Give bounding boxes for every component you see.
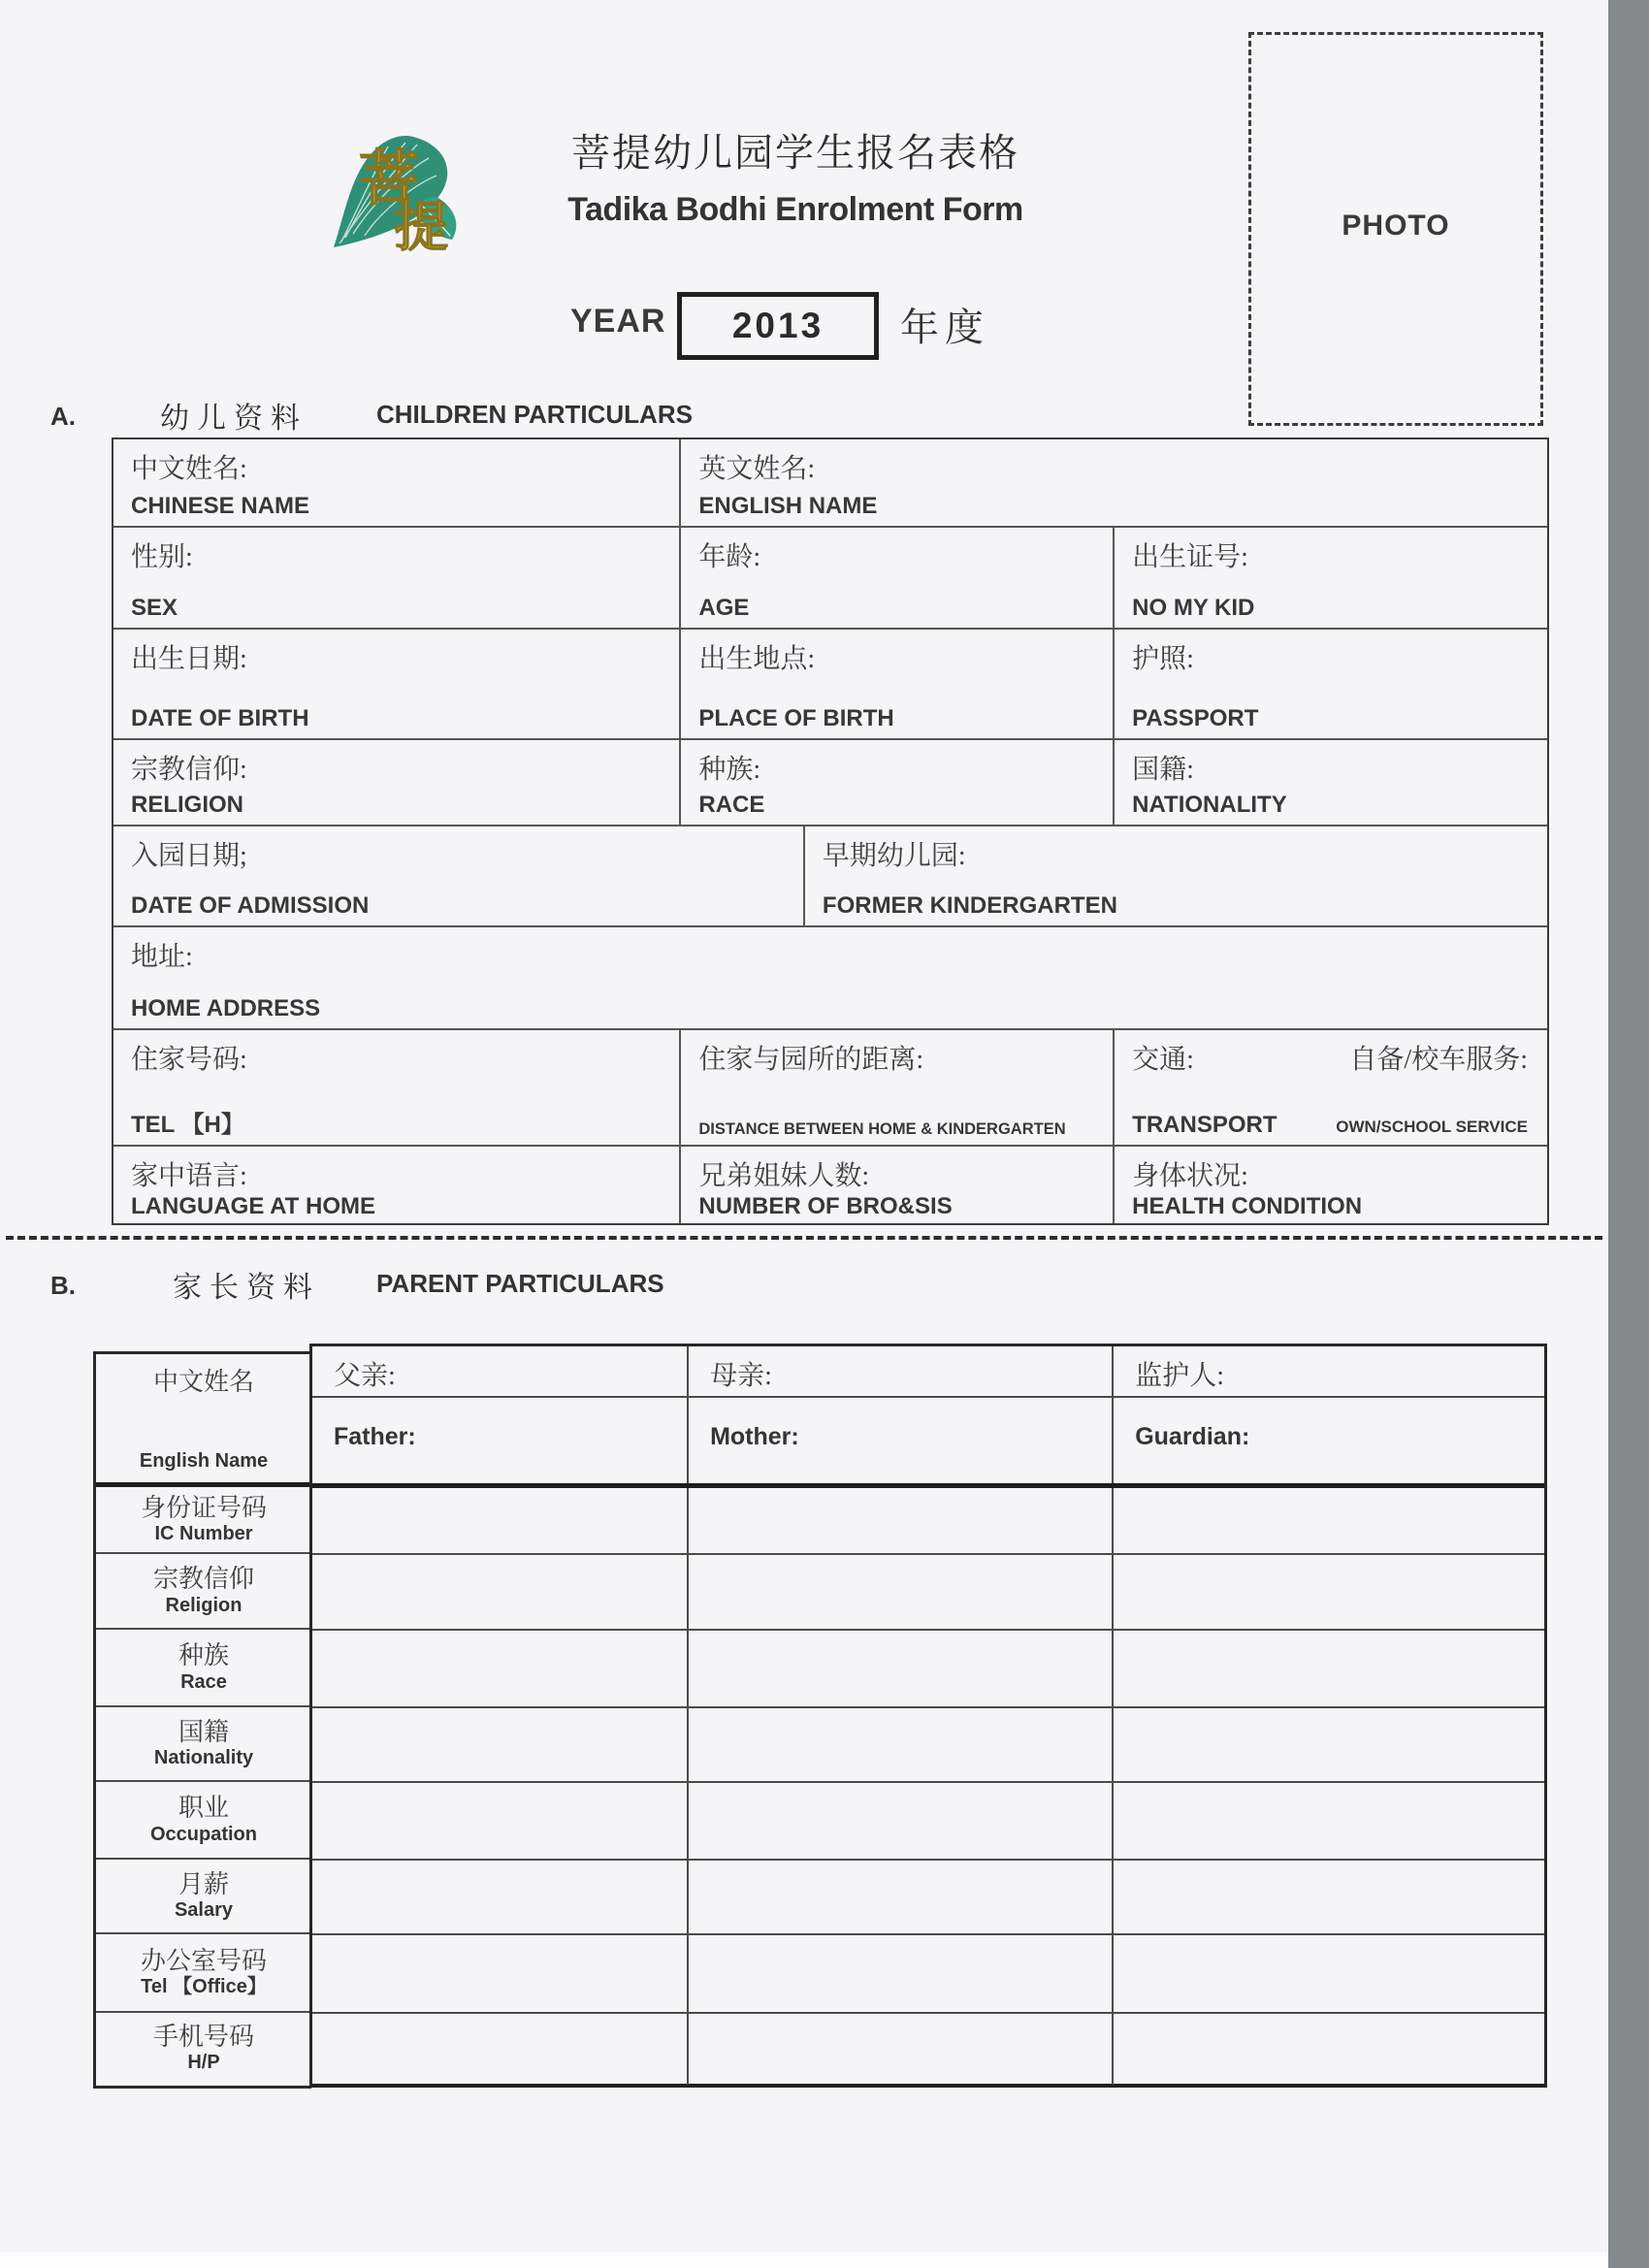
form-cell-empty — [312, 1861, 687, 1933]
logo-char-bottom: 提 — [394, 198, 448, 253]
field-religion: 宗教信仰: RELIGION — [131, 755, 247, 818]
form-cell-empty — [1112, 1555, 1544, 1629]
father-label-chinese: 父亲: — [334, 1361, 396, 1391]
header-race: 种族 Race — [96, 1628, 311, 1705]
form-cell-empty — [312, 1555, 687, 1629]
form-cell-empty — [312, 1488, 687, 1553]
field-former-kindergarten: 早期幼儿园: FORMER KINDERGARTEN — [803, 826, 1547, 925]
table-row — [113, 738, 1547, 825]
logo-char-top: 菩 — [359, 146, 420, 212]
form-cell-empty — [1112, 1861, 1544, 1933]
mother-label-chinese: 母亲: — [687, 1346, 1112, 1396]
form-title-english: Tadika Bodhi Enrolment Form — [567, 191, 1023, 228]
salary-row — [312, 1859, 1544, 1933]
year-value-box — [677, 292, 879, 360]
table-row — [113, 439, 1547, 526]
form-cell-empty — [687, 1631, 1112, 1706]
field-number-of-siblings: 兄弟姐妹人数: NUMBER OF BRO&SIS — [679, 1147, 1113, 1223]
form-cell-empty — [687, 1935, 1112, 2012]
guardian-label-chinese: 监护人: — [1112, 1346, 1544, 1396]
field-birth-cert-no: 出生证号: NO MY KID — [1113, 528, 1547, 628]
form-cell-empty — [312, 1783, 687, 1859]
header-ic-number: 身份证号码 IC Number — [96, 1482, 311, 1552]
field-place-of-birth: 出生地点: PLACE OF BIRTH — [679, 630, 1113, 738]
field-language-at-home: 家中语言: LANGUAGE AT HOME — [131, 1161, 375, 1219]
header-salary: 月薪 Salary — [96, 1858, 311, 1932]
father-label-english: Father: — [334, 1423, 416, 1450]
form-cell-empty — [312, 2014, 687, 2085]
school-logo-icon — [320, 129, 466, 253]
field-age: 年龄: AGE — [679, 528, 1113, 628]
photo-label: PHOTO — [1342, 210, 1450, 242]
section-b-heading-english: PARENT PARTICULARS — [376, 1269, 664, 1298]
field-tel-home: 住家号码: TEL 【H】 — [131, 1045, 247, 1138]
header-tel-office: 办公室号码 Tel 【Office】 — [96, 1932, 311, 2011]
form-cell-empty — [1112, 1783, 1544, 1859]
field-race: 种族: RACE — [679, 740, 1113, 825]
guardian-label-english: Guardian: — [1112, 1398, 1544, 1483]
form-cell-empty — [1112, 1631, 1544, 1706]
table-row — [113, 825, 1547, 925]
form-cell-empty — [312, 1708, 687, 1781]
form-title-chinese: 菩提幼儿园学生报名表格 — [571, 131, 1019, 175]
section-a-index: A. — [50, 402, 76, 431]
section-a-heading-chinese: 幼儿资料 — [160, 403, 307, 435]
form-cell-empty — [687, 1488, 1112, 1553]
field-english-name: 英文姓名: ENGLISH NAME — [679, 439, 1547, 526]
form-cell-empty — [1112, 1708, 1544, 1781]
parent-chinese-label-row — [312, 1346, 1544, 1396]
parent-particulars-table — [309, 1344, 1547, 2088]
form-cell-empty — [687, 1708, 1112, 1781]
parent-table-header-column — [93, 1351, 311, 2089]
field-passport: 护照: PASSPORT — [1113, 630, 1547, 738]
table-row — [113, 526, 1547, 628]
table-row — [113, 1028, 1547, 1145]
form-cell-empty — [687, 2014, 1112, 2085]
header-occupation: 职业 Occupation — [96, 1780, 311, 1858]
section-a-heading-english: CHILDREN PARTICULARS — [376, 400, 693, 429]
form-cell-empty — [687, 1861, 1112, 1933]
form-cell-empty — [687, 1555, 1112, 1629]
header-religion: 宗教信仰 Religion — [96, 1552, 311, 1628]
mother-label-english: Mother: — [687, 1398, 1112, 1483]
header-handphone: 手机号码 H/P — [96, 2011, 311, 2084]
tel-office-row — [312, 1933, 1544, 2012]
handphone-row — [312, 2012, 1544, 2085]
field-chinese-name: 中文姓名: CHINESE NAME — [131, 454, 310, 519]
field-transport: 交通: 自备/校车服务: TRANSPORT OWN/SCHOOL SERVICE — [1113, 1030, 1547, 1145]
field-home-address: 地址: HOME ADDRESS — [131, 942, 321, 1021]
table-row — [113, 925, 1547, 1028]
form-cell-empty — [687, 1783, 1112, 1859]
field-distance-home-kindergarten: 住家与园所的距离: DISTANCE BETWEEN HOME & KINDERGARTEN — [679, 1030, 1113, 1145]
field-sex: 性别: SEX — [131, 542, 193, 621]
race-row — [312, 1629, 1544, 1706]
children-particulars-table — [112, 437, 1549, 1225]
field-health-condition: 身体状况: HEALTH CONDITION — [1113, 1147, 1547, 1223]
ic-number-row — [312, 1483, 1544, 1553]
photo-placeholder-box — [1248, 32, 1543, 426]
field-date-of-admission: 入园日期; DATE OF ADMISSION — [131, 841, 370, 919]
section-b-index: B. — [50, 1271, 76, 1300]
section-b-heading-chinese: 家长资料 — [173, 1272, 320, 1304]
header-nationality: 国籍 Nationality — [96, 1705, 311, 1780]
header-name: 中文姓名 English Name — [139, 1368, 269, 1472]
nationality-row — [312, 1706, 1544, 1781]
form-title-block — [548, 122, 1043, 229]
field-date-of-birth: 出生日期: DATE OF BIRTH — [131, 644, 309, 731]
table-row — [113, 1145, 1547, 1223]
scan-bottom-edge — [0, 2252, 1608, 2268]
section-divider-dashed-line — [6, 1236, 1602, 1240]
table-row — [113, 628, 1547, 738]
year-value: 2013 — [731, 306, 824, 345]
religion-row — [312, 1553, 1544, 1629]
occupation-row — [312, 1781, 1544, 1859]
form-cell-empty — [312, 1935, 687, 2012]
form-cell-empty — [1112, 1488, 1544, 1553]
parent-english-label-row — [312, 1396, 1544, 1483]
form-cell-empty — [312, 1631, 687, 1706]
year-label: YEAR — [570, 303, 666, 340]
form-cell-empty — [1112, 2014, 1544, 2085]
form-cell-empty — [1112, 1935, 1544, 2012]
field-nationality: 国籍: NATIONALITY — [1113, 740, 1547, 825]
year-suffix-chinese: 年度 — [900, 306, 989, 349]
